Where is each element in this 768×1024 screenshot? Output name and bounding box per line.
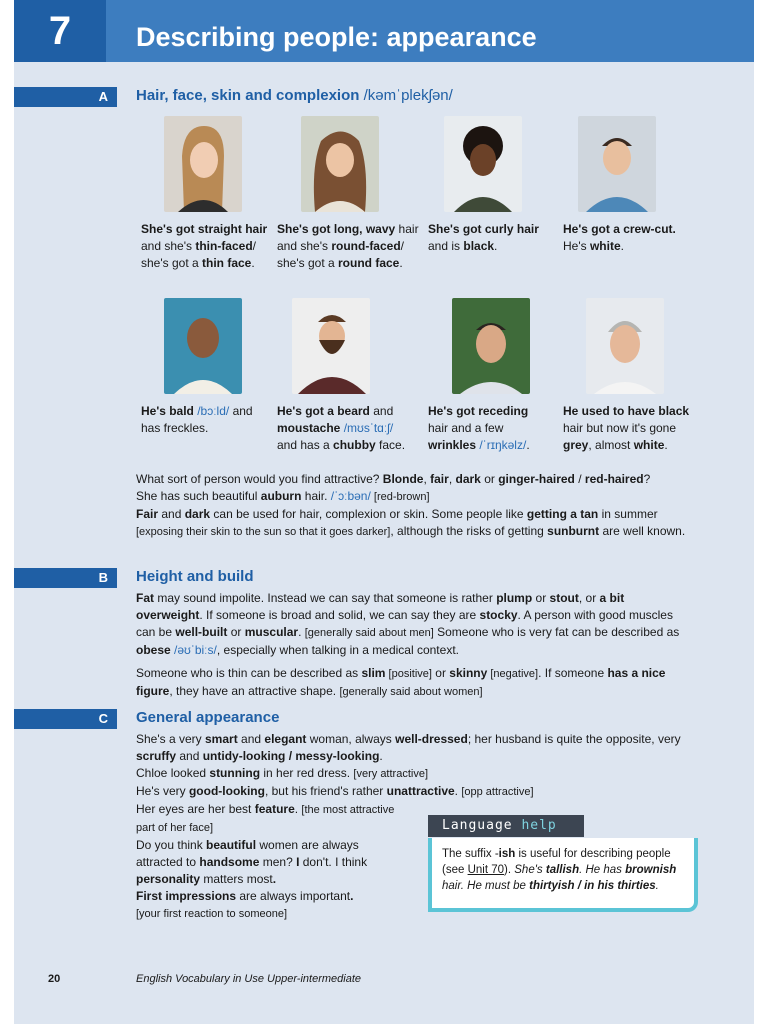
- section-a-text: [136, 471, 696, 541]
- paragraph-thin: Someone who is thin can be described as slim [positive] or skinny [negative]. If someone has a nice figure, they have an attractive shape. [generally said about women]: [136, 666, 666, 698]
- section-a-title: Hair, face, skin and complexion /kəmˈplekʃən/: [136, 87, 453, 104]
- paragraph-feature: Her eyes are her best feature. [the most attractive part of her face]: [136, 802, 395, 834]
- caption-wavy-hair: She's got long, wavy hair and she's round-faced/ she's got a round face.: [277, 222, 419, 270]
- section-b-title: Height and build: [136, 568, 254, 585]
- book-title: English Vocabulary in Use Upper-intermediate: [136, 973, 362, 985]
- paragraph-smart: She's a very smart and elegant woman, always well-dressed; her husband is quite the opposite, very scruffy and untidy-looking / messy-looking.: [136, 732, 681, 763]
- photo-grey-hair-man: [586, 298, 664, 394]
- paragraph-stunning: Chloe looked stunning in her red dress. [very attractive]: [136, 766, 428, 780]
- photo-wavy-hair-woman: [301, 116, 379, 212]
- paragraph-auburn: She has such beautiful auburn hair. /ˈɔːbən/ [red-brown]: [136, 489, 430, 503]
- caption-curly-hair: She's got curly hair and is black.: [428, 222, 539, 253]
- photo-straight-hair-woman: [164, 116, 242, 212]
- page-title: Describing people: appearance: [136, 22, 537, 52]
- photo-curly-hair-woman: [444, 116, 522, 212]
- language-help-tab: Language help: [428, 815, 584, 837]
- section-b-text: [136, 590, 691, 701]
- photo-crew-cut-man: [578, 116, 656, 212]
- paragraph-first-impressions: First impressions are always important. [your first reaction to someone]: [136, 889, 354, 920]
- section-c-title: General appearance: [136, 709, 280, 726]
- caption-receding: He's got receding hair and a few wrinkles /ˈrɪŋkəlz/.: [428, 404, 530, 452]
- photo-bearded-man: [292, 298, 370, 394]
- caption-bald: He's bald /bɔːld/ and has freckles.: [141, 404, 253, 435]
- page-number: 20: [48, 973, 61, 985]
- unit-70-link[interactable]: Unit 70: [467, 864, 505, 876]
- paragraph-fair-dark: Fair and dark can be used for hair, complexion or skin. Some people like getting a tan in summer [exposing their skin to the sun so that it goes darker], although the risks of getting sunburnt are well known.: [136, 507, 686, 538]
- unit-number: 7: [14, 0, 106, 62]
- photo-bald-man: [164, 298, 242, 394]
- paragraph-attractive: What sort of person would you find attractive? Blonde, fair, dark or ginger-haired / red-haired?: [136, 472, 651, 486]
- paragraph-beautiful: Do you think beautiful women are always attracted to handsome men? I don't. I think personality matters most.: [136, 838, 368, 886]
- photo-receding-hair-man: [452, 298, 530, 394]
- caption-crew-cut: He's got a crew-cut. He's white.: [563, 222, 676, 253]
- caption-beard: He's got a beard and moustache /mʊsˈtɑːʃ/ and has a chubby face.: [277, 404, 406, 452]
- section-b-marker: B: [14, 568, 117, 588]
- paragraph-build: Fat may sound impolite. Instead we can say that someone is rather plump or stout, or a bit overweight. If someone is broad and solid, we can say they are stocky. A person with good muscles can be well-built or muscular. [generally said about men] Someone who is very fat can be described as obese /əʊˈbiːs/, especially when talking in a medical context.: [136, 591, 680, 657]
- caption-grey: He used to have black hair but now it's gone grey, almost white.: [563, 404, 690, 452]
- paragraph-good-looking: He's very good-looking, but his friend's rather unattractive. [opp attractive]: [136, 784, 534, 798]
- language-help-box: The suffix -ish is useful for describing people (see Unit 70). She's tallish. He has brownish hair. He must be thirtyish / in his thirties.: [428, 838, 698, 912]
- section-c-marker: C: [14, 709, 117, 729]
- caption-straight-hair: She's got straight hair and she's thin-faced/ she's got a thin face.: [141, 222, 268, 270]
- section-a-marker: A: [14, 87, 117, 107]
